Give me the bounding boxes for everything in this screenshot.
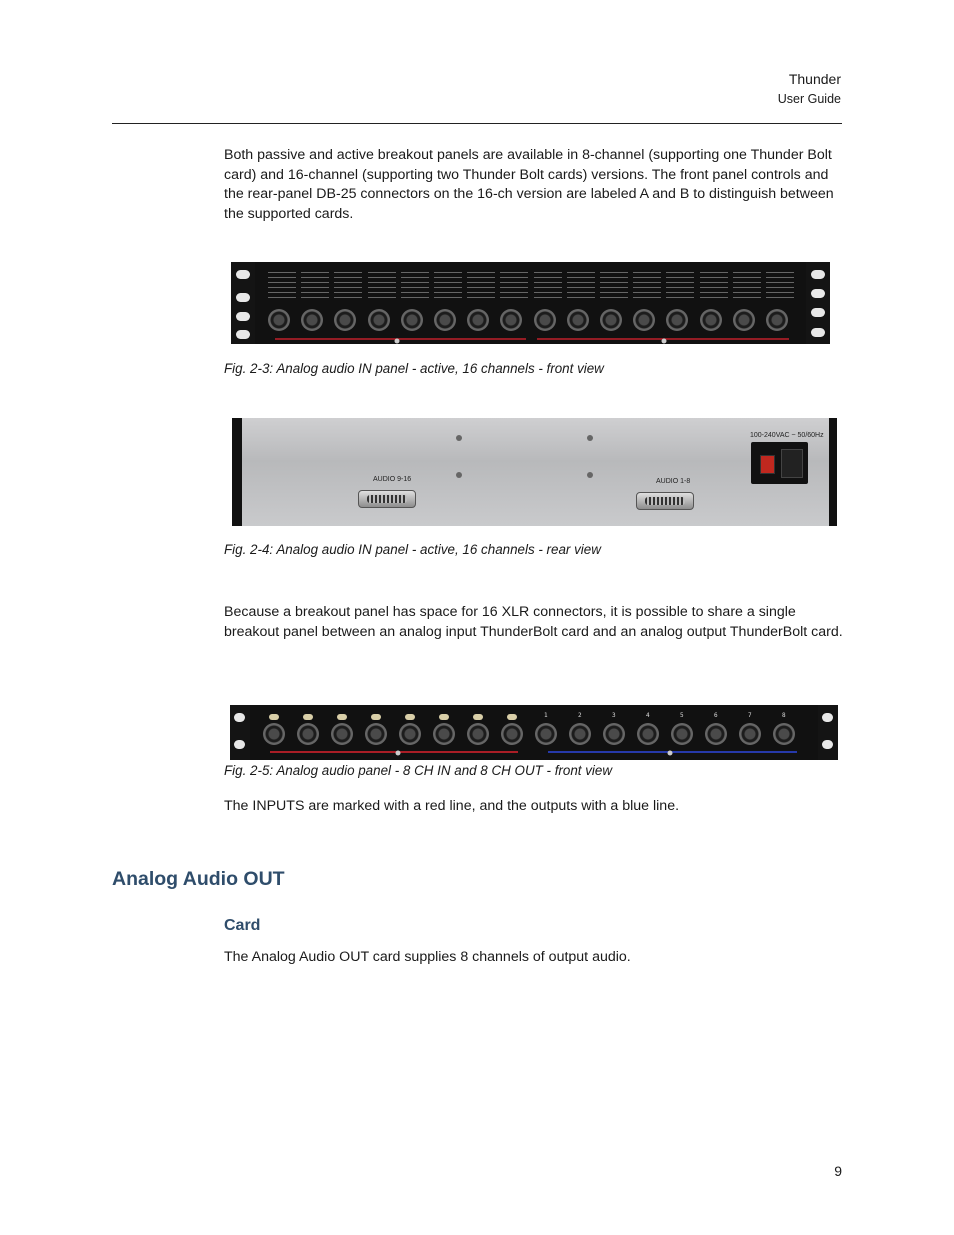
header-rule [112, 123, 842, 124]
intro-paragraph: Both passive and active breakout panels are available in 8-channel (supporting one Thunder Bolt card) and 16-channel (supporting two Thunder Bolt cards) versions. The front panel controls and the rear-panel DB-25 connectors on the 16-ch version are labeled A and B to distinguish between the supported cards. [224, 147, 834, 222]
running-header-title: Thunder [788, 71, 841, 87]
figure-2-5-caption: Fig. 2-5: Analog audio panel - 8 CH IN and 8 CH OUT - front view [224, 763, 613, 778]
page-number: 9 [834, 1163, 842, 1179]
output-channel-number: 1 [544, 712, 548, 719]
shared-panel-paragraph: Because a breakout panel has space for 16 XLR connectors, it is possible to share a single breakout panel between an analog input ThunderBolt card and an analog output ThunderBolt card. [224, 604, 843, 640]
figure-2-4-caption: Fig. 2-4: Analog audio IN panel - active, 16 channels - rear view [224, 542, 601, 557]
section-heading: Analog Audio OUT [112, 868, 285, 890]
output-channel-number: 6 [714, 712, 718, 719]
output-channel-number: 7 [748, 712, 752, 719]
figure-2-3-image [231, 262, 830, 344]
line-color-paragraph: The INPUTS are marked with a red line, and the outputs with a blue line. [224, 798, 680, 814]
db25-connector-a [636, 492, 694, 510]
running-header-subtitle: User Guide [777, 92, 841, 106]
db25-connector-b [358, 490, 416, 508]
card-description-paragraph: The Analog Audio OUT card supplies 8 channels of output audio. [224, 949, 631, 965]
output-channel-number: 8 [782, 712, 786, 719]
power-inlet [751, 442, 808, 484]
figure-2-3-caption: Fig. 2-3: Analog audio IN panel - active, 16 channels - front view [224, 361, 604, 376]
output-channel-number: 3 [612, 712, 616, 719]
figure-2-5-image [230, 705, 838, 760]
output-channel-number: 5 [680, 712, 684, 719]
output-channel-number: 2 [578, 712, 582, 719]
rear-label-audio-1-8: AUDIO 1-8 [656, 478, 691, 485]
power-rating-label: 100-240VAC ~ 50/60Hz [750, 432, 824, 439]
output-channel-number: 4 [646, 712, 650, 719]
subsection-heading: Card [224, 917, 261, 934]
figure-2-4-image [232, 418, 837, 526]
rear-label-audio-9-16: AUDIO 9-16 [373, 476, 412, 483]
